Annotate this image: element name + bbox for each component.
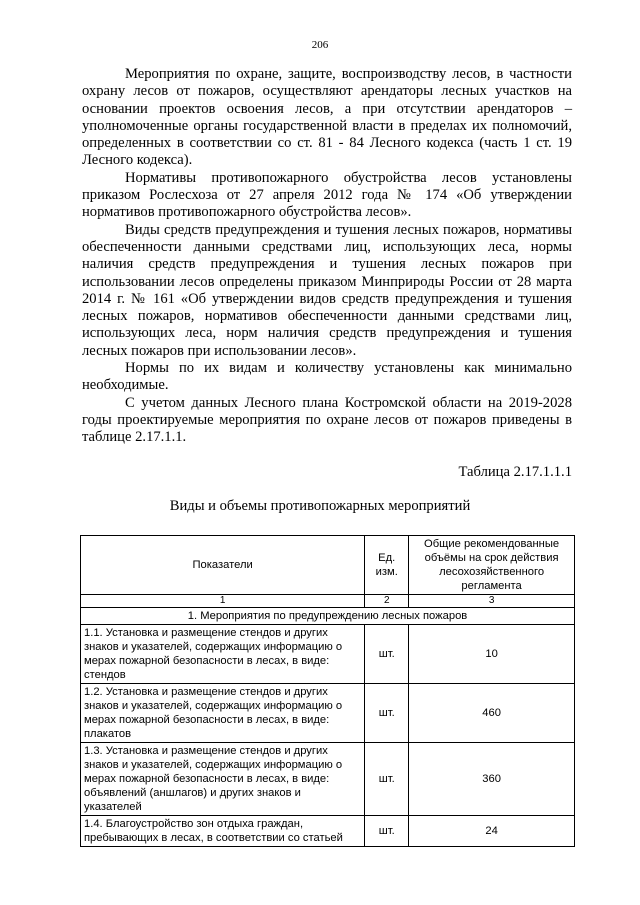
unit-cell: шт. (365, 625, 409, 684)
paragraph: Мероприятия по охране, защите, воспроизводству лесов, в частности охрану лесов от пожаров, осуществляют арендаторы лесных участков на основании проектов освоения лесов, а при отсутствии арендаторов – уполномоченные органы государственной власти в пределах их полномочий, определенных в соответствии со ст. 81 - 84 Лесного кодекса (часть 1 ст. 19 Лесного кодекса). (82, 66, 572, 169)
table-row (81, 816, 575, 847)
page-number: 206 (311, 39, 329, 51)
section-title: 1. Мероприятия по предупреждению лесных пожаров (81, 608, 575, 625)
paragraph: Нормативы противопожарного обустройства лесов установлены приказом Рослесхоза от 27 апреля 2012 года № 174 «Об утверждении нормативов противопожарного обустройства лесов». (82, 169, 572, 221)
paragraph: С учетом данных Лесного плана Костромской области на 2019-2028 годы проектируемые мероприятия по охране лесов от пожаров приведены в таблице 2.17.1.1. (82, 394, 572, 446)
value-cell: 24 (409, 816, 575, 847)
header-unit: Ед. изм. (365, 536, 409, 595)
value-cell: 360 (409, 743, 575, 816)
value-cell: 10 (409, 625, 575, 684)
header-volume: Общие рекомендованные объёмы на срок действия лесохозяйственного регламента (409, 536, 575, 595)
table-caption: Таблица 2.17.1.1.1 (458, 464, 572, 480)
section-row (81, 608, 575, 625)
body-text (82, 66, 572, 447)
unit-cell: шт. (365, 816, 409, 847)
table-row (81, 743, 575, 816)
indicator-cell: 1.3. Установка и размещение стендов и других знаков и указателей, содержащих информацию о мерах пожарной безопасности в лесах, в виде: объявлений (аншлагов) и других знаков и указателей (81, 743, 365, 816)
table-row (81, 684, 575, 743)
header-indicator: Показатели (81, 536, 365, 595)
column-number: 2 (365, 595, 409, 608)
indicator-cell: 1.4. Благоустройство зон отдыха граждан, пребывающих в лесах, в соответствии со статьей (81, 816, 365, 847)
unit-cell: шт. (365, 743, 409, 816)
value-cell: 460 (409, 684, 575, 743)
table-header-row (81, 536, 575, 595)
column-number: 1 (81, 595, 365, 608)
indicator-cell: 1.2. Установка и размещение стендов и других знаков и указателей, содержащих информацию о мерах пожарной безопасности в лесах, в виде: плакатов (81, 684, 365, 743)
paragraph: Нормы по их видам и количеству установлены как минимально необходимые. (82, 360, 572, 394)
table-title: Виды и объемы противопожарных мероприятий (169, 498, 471, 514)
indicator-cell: 1.1. Установка и размещение стендов и других знаков и указателей, содержащих информацию о мерах пожарной безопасности в лесах, в виде: стендов (81, 625, 365, 684)
measures-table (80, 535, 575, 847)
paragraph: Виды средств предупреждения и тушения лесных пожаров, нормативы обеспеченности данными средствами лиц, использующих леса, нормы наличия средств предупреждения и тушения лесных пожаров при использовании лесов определены приказом Минприроды России от 28 марта 2014 г. № 161 «Об утверждении видов средств предупреждения и тушения лесных пожаров, нормативов обеспеченности данными средствами лиц, использующих леса, норм наличия средств предупреждения и тушения лесных пожаров при использовании лесов». (82, 221, 572, 359)
table-row (81, 625, 575, 684)
unit-cell: шт. (365, 684, 409, 743)
column-number: 3 (409, 595, 575, 608)
column-number-row (81, 595, 575, 608)
